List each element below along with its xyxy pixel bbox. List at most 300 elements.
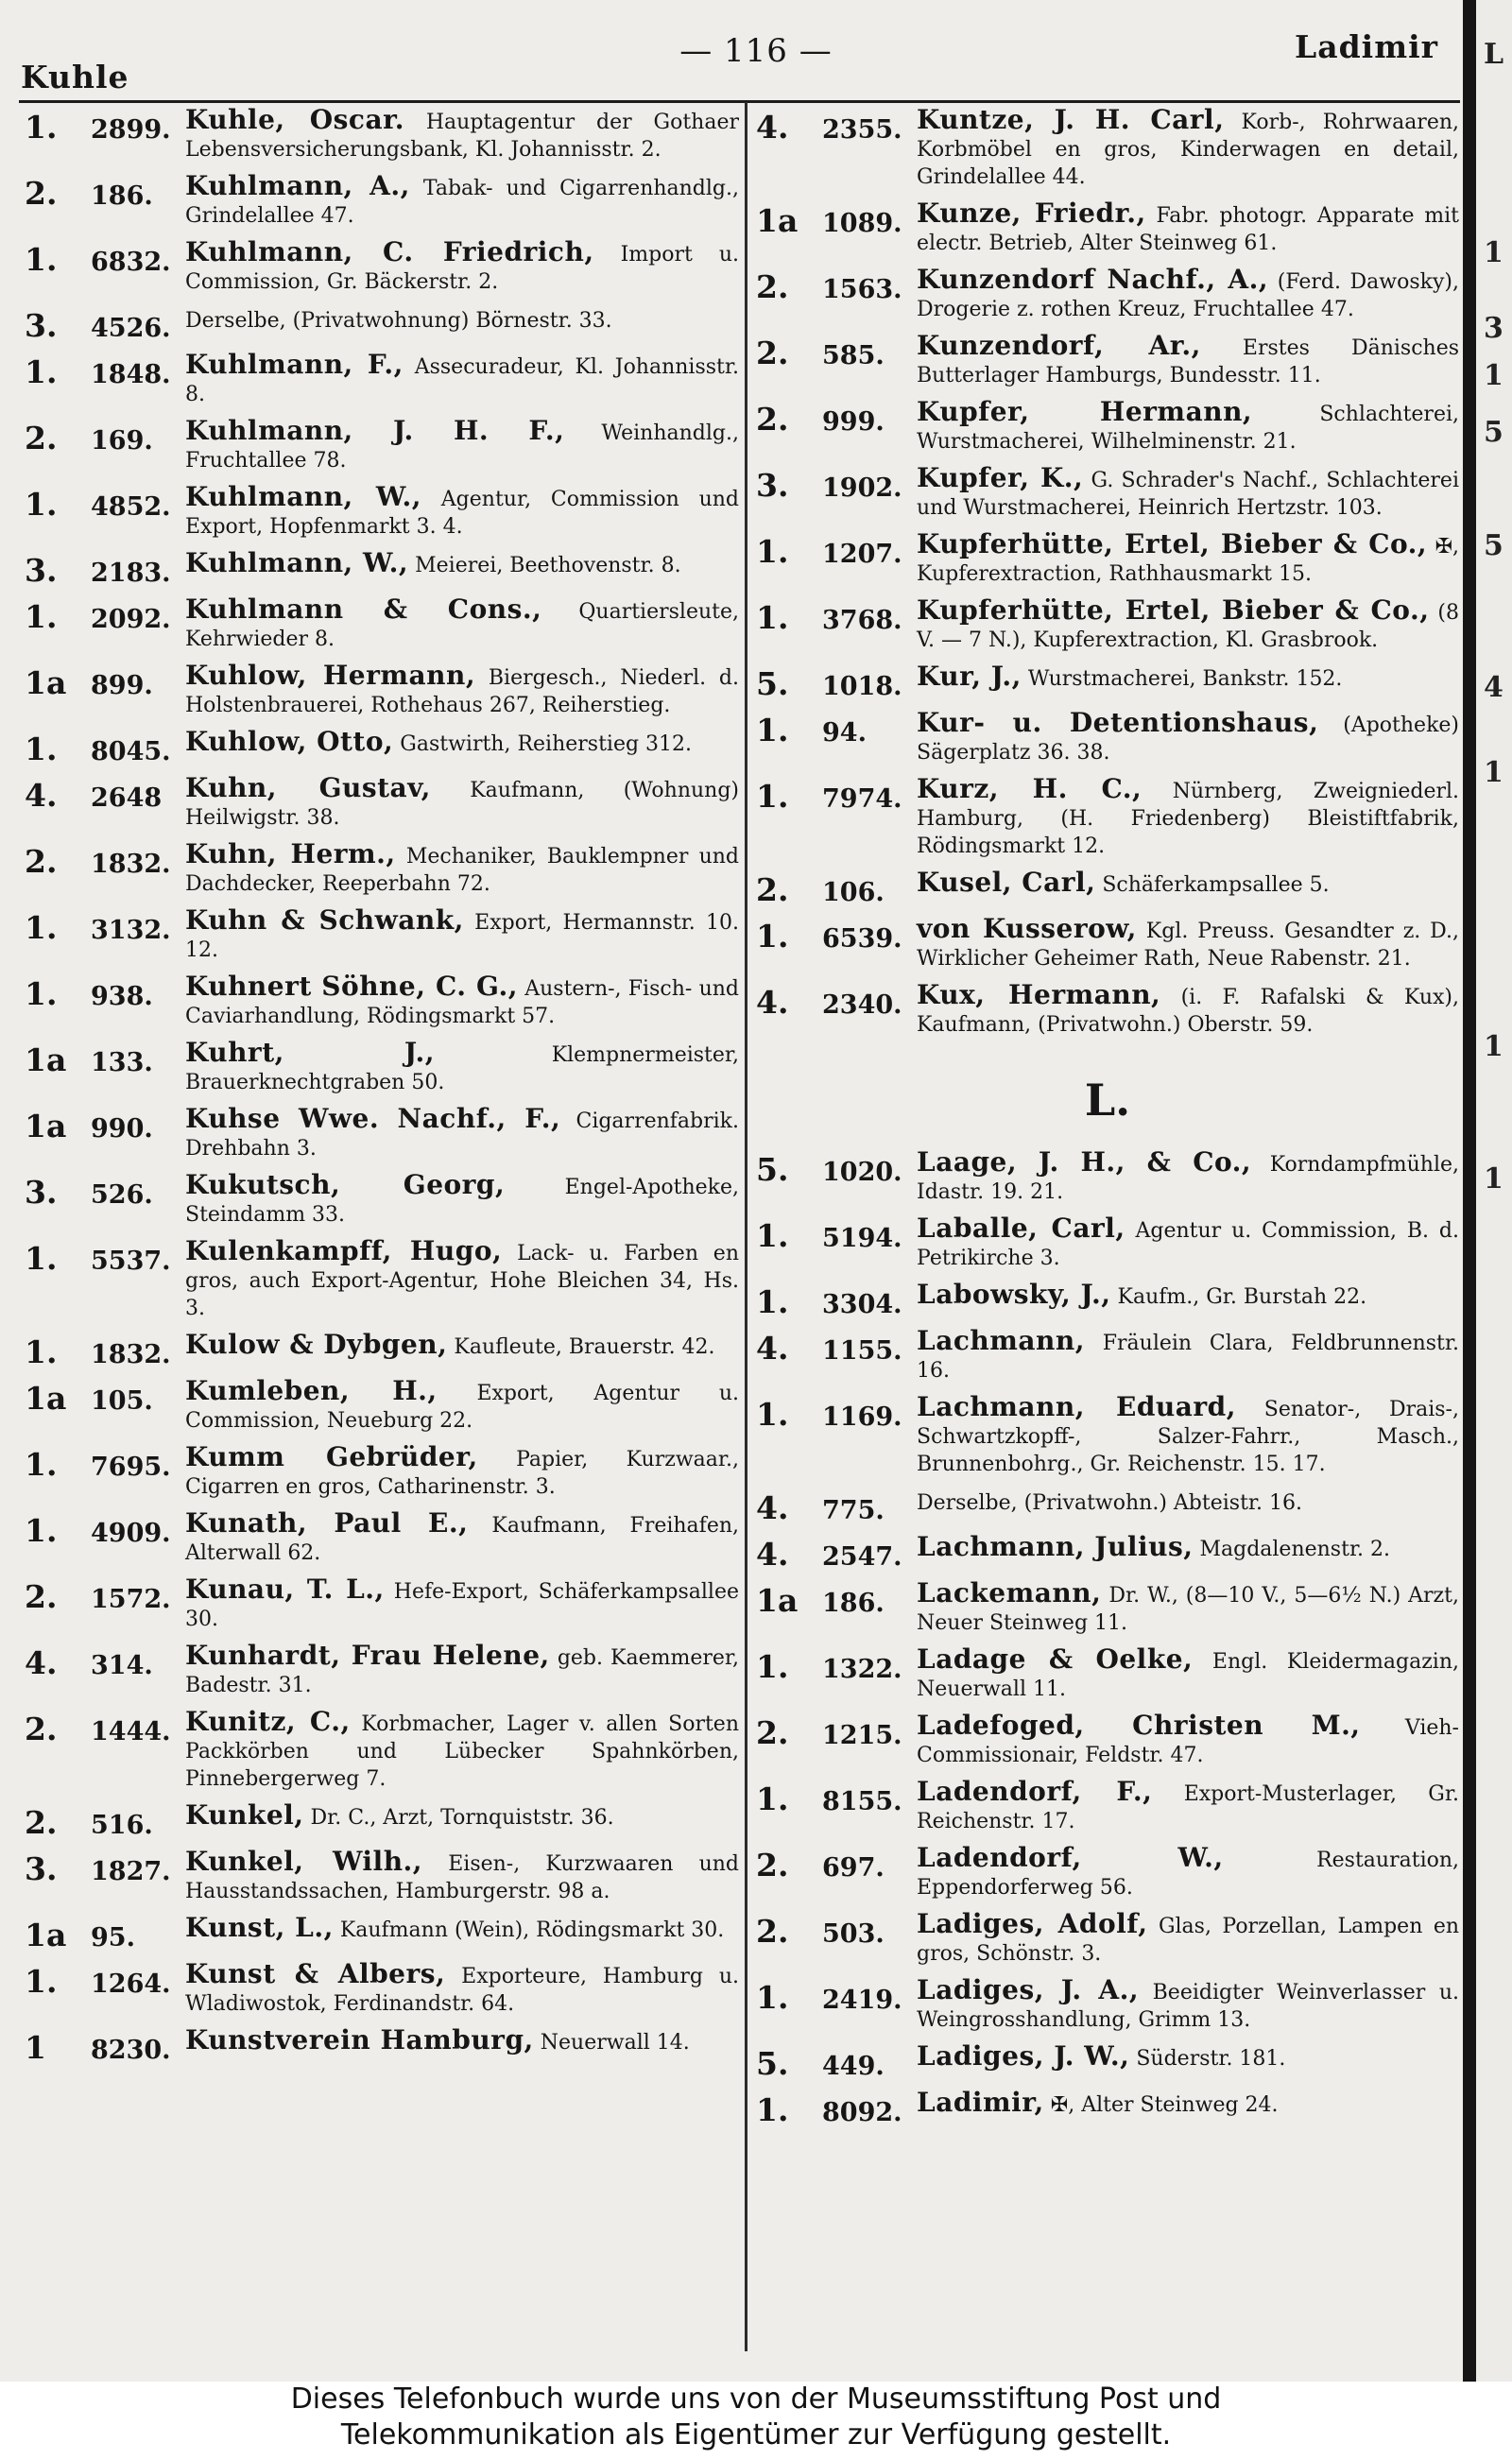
phone-number <box>756 1712 917 1749</box>
subscriber-number: 7974. <box>822 784 902 814</box>
phone-number <box>756 1778 917 1815</box>
entry-text <box>917 1148 1459 1206</box>
subscriber-details: Dr. W., (8—10 V., 5—6½ N.) Arzt, Neuer Steinweg 11. <box>917 1584 1459 1635</box>
exchange-section: 5. <box>756 1151 789 1188</box>
phone-number <box>25 1642 185 1679</box>
phone-number <box>756 1148 917 1186</box>
subscriber-name: Kuhn & Schwank, <box>185 904 464 936</box>
entry-text <box>917 106 1459 191</box>
exchange-section: 1a <box>25 1041 67 1078</box>
exchange-section: 3. <box>25 1174 58 1211</box>
exchange-section: 2. <box>25 1804 58 1841</box>
directory-entry <box>25 351 739 408</box>
subscriber-details: Agentur u. Commission, B. d. Petrikirche 3. <box>917 1219 1460 1270</box>
directory-entry <box>756 2042 1459 2080</box>
phone-number <box>756 106 917 144</box>
phone-number <box>756 596 917 634</box>
subscriber-number: 516. <box>91 1811 153 1840</box>
subscriber-number: 8092. <box>822 2098 902 2127</box>
entry-text <box>185 1801 739 1832</box>
subscriber-name: Kunath, Paul E., <box>185 1507 469 1539</box>
directory-entry <box>756 1487 1459 1524</box>
exchange-section: 3. <box>756 467 789 504</box>
entry-text <box>185 1377 739 1435</box>
section-letter: L. <box>1084 1075 1131 1126</box>
directory-entry <box>756 398 1459 456</box>
subscriber-details: Korb-, Rohrwaaren, Korbmöbel en gros, Kinderwagen en detail, Grindelallee 44. <box>917 111 1460 189</box>
subscriber-name: Kuhn, Herm., <box>185 838 396 869</box>
subscriber-number: 1169. <box>822 1402 902 1432</box>
exchange-section: 1. <box>756 2091 789 2128</box>
entry-text <box>917 1844 1459 1901</box>
phone-number <box>25 304 185 342</box>
subscriber-name: Kuhlmann, F., <box>185 349 404 380</box>
subscriber-details: Korbmacher, Lager v. allen Sorten Packkörben und Lübecker Spahnkörben, Pinnebergerweg 7. <box>185 1712 739 1791</box>
entry-text <box>917 1778 1459 1835</box>
exchange-section: 1. <box>756 1979 789 2016</box>
phone-number <box>756 199 917 237</box>
footer-credit <box>0 2382 1512 2460</box>
phone-number <box>25 1331 185 1368</box>
directory-entry <box>25 483 739 541</box>
subscriber-details: (Ferd. Dawosky), Drogerie z. rothen Kreuz, Fruchtallee 47. <box>917 270 1459 321</box>
directory-entry <box>25 774 739 832</box>
exchange-section: 1. <box>25 241 58 278</box>
directory-entry <box>756 1281 1459 1318</box>
phone-number <box>25 595 185 633</box>
entry-text <box>185 1039 739 1096</box>
exchange-section: 1a <box>25 1108 67 1144</box>
exchange-section: 1a <box>25 664 67 701</box>
subscriber-details: Tabak- und Cigarrenhandlg., Grindelallee 47. <box>185 177 739 228</box>
directory-entry <box>25 1848 739 1905</box>
subscriber-name: Ladimir, <box>917 2087 1044 2118</box>
phone-number <box>25 1575 185 1613</box>
phone-number <box>756 869 917 906</box>
exchange-section: 2. <box>756 1714 789 1751</box>
directory-entry <box>756 1910 1459 1968</box>
directory-entry <box>25 238 739 296</box>
directory-entry <box>25 1642 739 1699</box>
phone-number <box>756 1393 917 1431</box>
subscriber-number: 314. <box>91 1651 153 1680</box>
adjacent-page-fragment: 4 <box>1484 671 1503 704</box>
subscriber-number: 186. <box>91 181 153 211</box>
phone-number <box>25 1443 185 1481</box>
entry-text <box>185 1960 739 2018</box>
entry-text <box>185 906 739 964</box>
exchange-section: 4. <box>25 777 58 814</box>
entry-text <box>917 398 1459 456</box>
subscriber-name: Kuhrt, J., <box>185 1037 435 1068</box>
column-divider <box>745 102 747 2351</box>
entry-text <box>917 915 1459 972</box>
subscriber-details: Fabr. photogr. Apparate mit electr. Betrieb, Alter Steinweg 61. <box>917 204 1460 255</box>
entry-text <box>917 1393 1459 1478</box>
entry-text <box>185 1237 739 1322</box>
directory-entry <box>756 530 1459 588</box>
directory-entry <box>756 199 1459 257</box>
subscriber-details: (8 V. — 7 N.), Kupferextraction, Kl. Grasbrook. <box>917 601 1459 652</box>
subscriber-name: Kumleben, H., <box>185 1375 438 1406</box>
entry-text <box>185 1575 739 1633</box>
directory-entry <box>25 1708 739 1793</box>
phone-number <box>25 483 185 521</box>
entry-text <box>185 417 739 474</box>
directory-entry <box>756 915 1459 972</box>
exchange-section: 4. <box>756 109 789 146</box>
subscriber-name: Kunze, Friedr., <box>917 198 1146 229</box>
subscriber-details: Kaufmann, (Wohnung) Heilwigstr. 38. <box>185 779 739 830</box>
phone-number <box>25 351 185 388</box>
subscriber-name: Kumm Gebrüder, <box>185 1441 478 1472</box>
subscriber-name: Labowsky, J., <box>917 1279 1111 1310</box>
exchange-section: 2. <box>25 1578 58 1615</box>
subscriber-details: Hauptagentur der Gothaer Lebensversicherungsbank, Kl. Johannisstr. 2. <box>185 111 739 162</box>
directory-entry <box>756 596 1459 654</box>
subscriber-name: Kupfer, K., <box>917 462 1084 493</box>
exchange-section: 2. <box>756 1847 789 1884</box>
subscriber-number: 449. <box>822 2052 885 2081</box>
exchange-section: 1a <box>756 202 799 239</box>
exchange-section: 1. <box>756 1217 789 1254</box>
entry-text <box>917 1910 1459 1968</box>
directory-entry <box>756 1533 1459 1571</box>
subscriber-name: Lackemann, <box>917 1577 1102 1608</box>
subscriber-number: 775. <box>822 1496 885 1525</box>
directory-entry <box>25 1960 739 2018</box>
subscriber-number: 1827. <box>91 1857 171 1886</box>
phone-number <box>756 1976 917 2014</box>
phone-number <box>756 709 917 747</box>
directory-entry <box>25 595 739 653</box>
subscriber-details: Kaufleute, Brauerstr. 42. <box>454 1335 715 1359</box>
subscriber-details: Quartiersleute, Kehrwieder 8. <box>185 600 739 651</box>
exchange-section: 2. <box>756 401 789 438</box>
subscriber-name: Kunau, T. L., <box>185 1574 385 1605</box>
exchange-section: 2. <box>756 268 789 305</box>
subscriber-number: 990. <box>91 1114 153 1144</box>
exchange-section: 1. <box>756 778 789 815</box>
entry-text <box>185 1171 739 1229</box>
phone-number <box>25 1848 185 1885</box>
left-column <box>25 106 739 2355</box>
subscriber-number: 4909. <box>91 1519 171 1548</box>
phone-number <box>25 2026 185 2064</box>
subscriber-details: Eisen-, Kurzwaaren und Hausstandssachen, Hamburgerstr. 98 a. <box>185 1852 739 1903</box>
subscriber-name: Ladefoged, Christen M., <box>917 1710 1361 1741</box>
subscriber-number: 169. <box>91 426 153 456</box>
subscriber-name: Kuhlmann & Cons., <box>185 593 542 625</box>
phone-number <box>25 1377 185 1415</box>
directory-entry <box>25 1377 739 1435</box>
subscriber-name: Kuhnert Söhne, C. G., <box>185 971 518 1002</box>
subscriber-name: Kunkel, <box>185 1799 304 1831</box>
page-number: — 116 — <box>679 32 833 70</box>
subscriber-name: Kuntze, J. H. Carl, <box>917 104 1225 135</box>
exchange-section: 4. <box>756 1536 789 1573</box>
subscriber-number: 1155. <box>822 1336 902 1366</box>
directory-entry <box>25 417 739 474</box>
subscriber-details: Kaufm., Gr. Burstah 22. <box>1117 1285 1367 1309</box>
exchange-section: 1. <box>25 975 58 1012</box>
subscriber-details: Fräulein Clara, Feldbrunnenstr. 16. <box>917 1332 1459 1383</box>
directory-entry <box>25 1039 739 1096</box>
directory-entry <box>25 304 739 342</box>
subscriber-number: 585. <box>822 341 885 370</box>
subscriber-number: 899. <box>91 671 153 700</box>
subscriber-details: Engl. Kleidermagazin, Neuerwall 11. <box>917 1650 1459 1701</box>
exchange-section: 4. <box>756 1330 789 1367</box>
entry-text <box>917 1214 1459 1272</box>
exchange-section: 1. <box>25 598 58 635</box>
directory-entry <box>25 662 739 719</box>
directory-entry <box>25 1443 739 1501</box>
directory-entry <box>756 662 1459 700</box>
exchange-section: 5. <box>756 2045 789 2082</box>
phone-number <box>25 1708 185 1746</box>
subscriber-details: (i. F. Rafalski & Kux), Kaufmann, (Privatwohn.) Oberstr. 59. <box>917 986 1459 1037</box>
entry-text <box>917 266 1459 323</box>
subscriber-name: Kux, Hermann, <box>917 979 1161 1010</box>
exchange-section: 1. <box>756 1780 789 1817</box>
subscriber-number: 8045. <box>91 737 171 766</box>
footer-line-1: Dieses Telefonbuch wurde uns von der Museumsstiftung Post und <box>290 2383 1222 2416</box>
subscriber-number: 3304. <box>822 1290 902 1319</box>
directory-entry <box>756 775 1459 860</box>
directory-entry <box>25 1914 739 1952</box>
subscriber-number: 1264. <box>91 1970 171 1999</box>
directory-entry <box>756 266 1459 323</box>
subscriber-details: Export-Musterlager, Gr. Reichenstr. 17. <box>917 1782 1459 1833</box>
adjacent-page-fragment: 1 <box>1484 756 1503 789</box>
exchange-section: 4. <box>756 984 789 1021</box>
subscriber-name: Kuhse Wwe. Nachf., F., <box>185 1103 561 1134</box>
directory-entry <box>756 464 1459 522</box>
phone-number <box>25 906 185 944</box>
phone-number <box>25 728 185 766</box>
subscriber-details: Erstes Dänisches Butterlager Hamburgs, Bundesstr. 11. <box>917 336 1459 387</box>
subscriber-details: Import u. Commission, Gr. Bäckerstr. 2. <box>185 243 739 294</box>
phone-number <box>756 1645 917 1683</box>
subscriber-name: Kuhlow, Hermann, <box>185 660 476 691</box>
directory-entry <box>756 2089 1459 2126</box>
subscriber-name: Ladiges, Adolf, <box>917 1908 1148 1939</box>
footer-line-2: Telekommunikation als Eigentümer zur Verfügung gestellt. <box>340 2418 1172 2451</box>
phone-number <box>756 1533 917 1571</box>
subscriber-number: 1322. <box>822 1655 902 1684</box>
subscriber-number: 2648 <box>91 783 163 813</box>
directory-entry <box>756 1976 1459 2034</box>
entry-text <box>917 981 1459 1039</box>
subscriber-details: Export, Agentur u. Commission, Neueburg 22. <box>185 1382 740 1433</box>
directory-entry <box>756 709 1459 766</box>
exchange-section: 1. <box>25 1512 58 1549</box>
entry-text <box>185 1443 739 1501</box>
exchange-section: 2. <box>756 871 789 908</box>
subscriber-number: 697. <box>822 1853 885 1883</box>
subscriber-number: 186. <box>822 1589 885 1618</box>
directory-entry <box>25 2026 739 2064</box>
subscriber-number: 999. <box>822 407 885 437</box>
subscriber-number: 1444. <box>91 1717 171 1746</box>
exchange-section: 3. <box>25 552 58 589</box>
subscriber-details: (Apotheke) Sägerplatz 36. 38. <box>917 714 1459 765</box>
phone-number <box>25 1509 185 1547</box>
entry-text <box>185 351 739 408</box>
subscriber-name: Kunhardt, Frau Helene, <box>185 1640 550 1671</box>
directory-entry <box>756 981 1459 1039</box>
directory-entry <box>756 1148 1459 1206</box>
subscriber-name: Lachmann, Julius, <box>917 1531 1194 1562</box>
exchange-section: 1a <box>25 1380 67 1417</box>
directory-entry <box>25 1801 739 1839</box>
phone-number <box>756 464 917 502</box>
phone-number <box>25 1039 185 1076</box>
directory-entry <box>25 1575 739 1633</box>
subscriber-details: Wurstmacherei, Bankstr. 152. <box>1027 667 1343 691</box>
phone-number <box>756 775 917 813</box>
adjacent-page-fragment: 3 <box>1484 312 1503 345</box>
exchange-section: 2. <box>25 1711 58 1747</box>
header-rule <box>19 100 1460 103</box>
directory-entry <box>25 906 739 964</box>
page-header-left: Kuhle <box>21 59 129 95</box>
subscriber-number: 1215. <box>822 1721 902 1750</box>
exchange-section: 1. <box>756 712 789 748</box>
subscriber-name: Kuhle, Oscar. <box>185 104 405 135</box>
subscriber-number: 1207. <box>822 540 902 569</box>
subscriber-name: Kur, J., <box>917 661 1022 692</box>
subscriber-number: 938. <box>91 982 153 1011</box>
subscriber-details: Glas, Porzellan, Lampen en gros, Schönstr. 3. <box>917 1915 1460 1966</box>
subscriber-name: Ladendorf, F., <box>917 1776 1153 1807</box>
subscriber-details: Korndampfmühle, Idastr. 19. 21. <box>917 1153 1460 1204</box>
subscriber-details: Dr. C., Arzt, Tornquiststr. 36. <box>310 1806 614 1830</box>
phone-number <box>756 398 917 436</box>
subscriber-name: Lachmann, Eduard, <box>917 1391 1236 1422</box>
subscriber-details: Engel-Apotheke, Steindamm 33. <box>185 1176 739 1227</box>
phone-number <box>25 238 185 276</box>
page-edge-shadow <box>1463 0 1476 2382</box>
subscriber-name: Laballe, Carl, <box>917 1213 1125 1244</box>
phone-number <box>756 266 917 303</box>
entry-text <box>917 1976 1459 2034</box>
directory-entry <box>25 1509 739 1567</box>
exchange-section: 4. <box>25 1644 58 1681</box>
subscriber-number: 1902. <box>822 473 902 503</box>
adjacent-page-strip <box>1476 0 1512 2382</box>
phone-number <box>756 1579 917 1617</box>
directory-entry <box>25 106 739 163</box>
subscriber-name: Kuhlmann, C. Friedrich, <box>185 236 594 267</box>
exchange-section: 1. <box>756 1283 789 1320</box>
entry-text <box>185 728 739 758</box>
subscriber-number: 3768. <box>822 606 902 635</box>
subscriber-details: Lack- u. Farben en gros, auch Export-Agentur, Hohe Bleichen 34, Hs. 3. <box>185 1242 739 1320</box>
exchange-section: 1. <box>25 1446 58 1483</box>
entry-text <box>185 1331 739 1361</box>
entry-text <box>917 1579 1459 1637</box>
subscriber-details: Mechaniker, Bauklempner und Dachdecker, Reeperbahn 72. <box>185 845 740 896</box>
subscriber-name: Kulow & Dybgen, <box>185 1329 448 1360</box>
subscriber-number: 503. <box>822 1919 885 1949</box>
subscriber-number: 8230. <box>91 2036 171 2065</box>
entry-text <box>185 238 739 296</box>
subscriber-name: Kunstverein Hamburg, <box>185 2024 534 2056</box>
phone-number <box>756 1487 917 1524</box>
exchange-section: 1. <box>25 1333 58 1370</box>
directory-entry <box>25 1105 739 1162</box>
phone-number <box>25 106 185 144</box>
entry-text <box>917 709 1459 766</box>
subscriber-details: Weinhandlg., Fruchtallee 78. <box>185 421 739 473</box>
subscriber-name: Kupferhütte, Ertel, Bieber & Co., <box>917 528 1428 559</box>
directory-entry <box>756 1844 1459 1901</box>
exchange-section: 1. <box>25 353 58 390</box>
subscriber-number: 1563. <box>822 275 902 304</box>
subscriber-name: Kuhlow, Otto, <box>185 726 394 757</box>
phone-number <box>756 332 917 370</box>
subscriber-name: Kunkel, Wilh., <box>185 1846 423 1877</box>
subscriber-details: ✠, Alter Steinweg 24. <box>1050 2093 1279 2117</box>
subscriber-name: Ladiges, J. W., <box>917 2040 1130 2072</box>
exchange-section: 4. <box>756 1489 789 1526</box>
entry-text <box>185 1642 739 1699</box>
entry-text <box>917 1487 1459 1517</box>
entry-text <box>185 483 739 541</box>
phone-number <box>756 1327 917 1365</box>
entry-text <box>185 840 739 898</box>
phone-number <box>756 530 917 568</box>
subscriber-details: Hefe-Export, Schäferkampsallee 30. <box>185 1580 739 1631</box>
subscriber-number: 6539. <box>822 924 902 954</box>
adjacent-page-fragment: 5 <box>1484 416 1503 449</box>
directory-entry <box>756 1393 1459 1478</box>
exchange-section: 1. <box>25 1963 58 2000</box>
subscriber-number: 4852. <box>91 492 171 522</box>
entry-text <box>185 549 739 579</box>
exchange-section: 3. <box>25 1850 58 1887</box>
entry-text <box>917 199 1459 257</box>
subscriber-details: Kaufmann (Wein), Rödingsmarkt 30. <box>339 1918 725 1942</box>
exchange-section: 1. <box>756 1396 789 1433</box>
subscriber-number: 105. <box>91 1386 153 1416</box>
phone-number <box>25 1171 185 1209</box>
adjacent-page-fragment: 1 <box>1484 1162 1503 1196</box>
subscriber-number: 1018. <box>822 672 902 701</box>
subscriber-name: Kuhlmann, W., <box>185 481 421 512</box>
exchange-section: 2. <box>756 335 789 371</box>
phone-number <box>25 1801 185 1839</box>
exchange-section: 1. <box>25 1240 58 1277</box>
phone-number <box>25 972 185 1010</box>
subscriber-number: 1572. <box>91 1585 171 1614</box>
entry-text <box>917 1645 1459 1703</box>
entry-text <box>917 530 1459 588</box>
entry-text <box>185 774 739 832</box>
directory-entry <box>756 1778 1459 1835</box>
subscriber-details: Kgl. Preuss. Gesandter z. D., Wirklicher Geheimer Rath, Neue Rabenstr. 21. <box>917 920 1460 971</box>
entry-text <box>185 595 739 653</box>
subscriber-name: Kukutsch, Georg, <box>185 1169 506 1200</box>
subscriber-details: Biergesch., Niederl. d. Holstenbrauerei, Rothehaus 267, Reiherstieg. <box>185 666 740 717</box>
entry-text <box>185 1509 739 1567</box>
subscriber-name: Kuhlmann, W., <box>185 547 409 578</box>
subscriber-number: 1089. <box>822 209 902 238</box>
subscriber-name: Ladage & Oelke, <box>917 1643 1194 1675</box>
entry-text <box>917 1533 1459 1563</box>
